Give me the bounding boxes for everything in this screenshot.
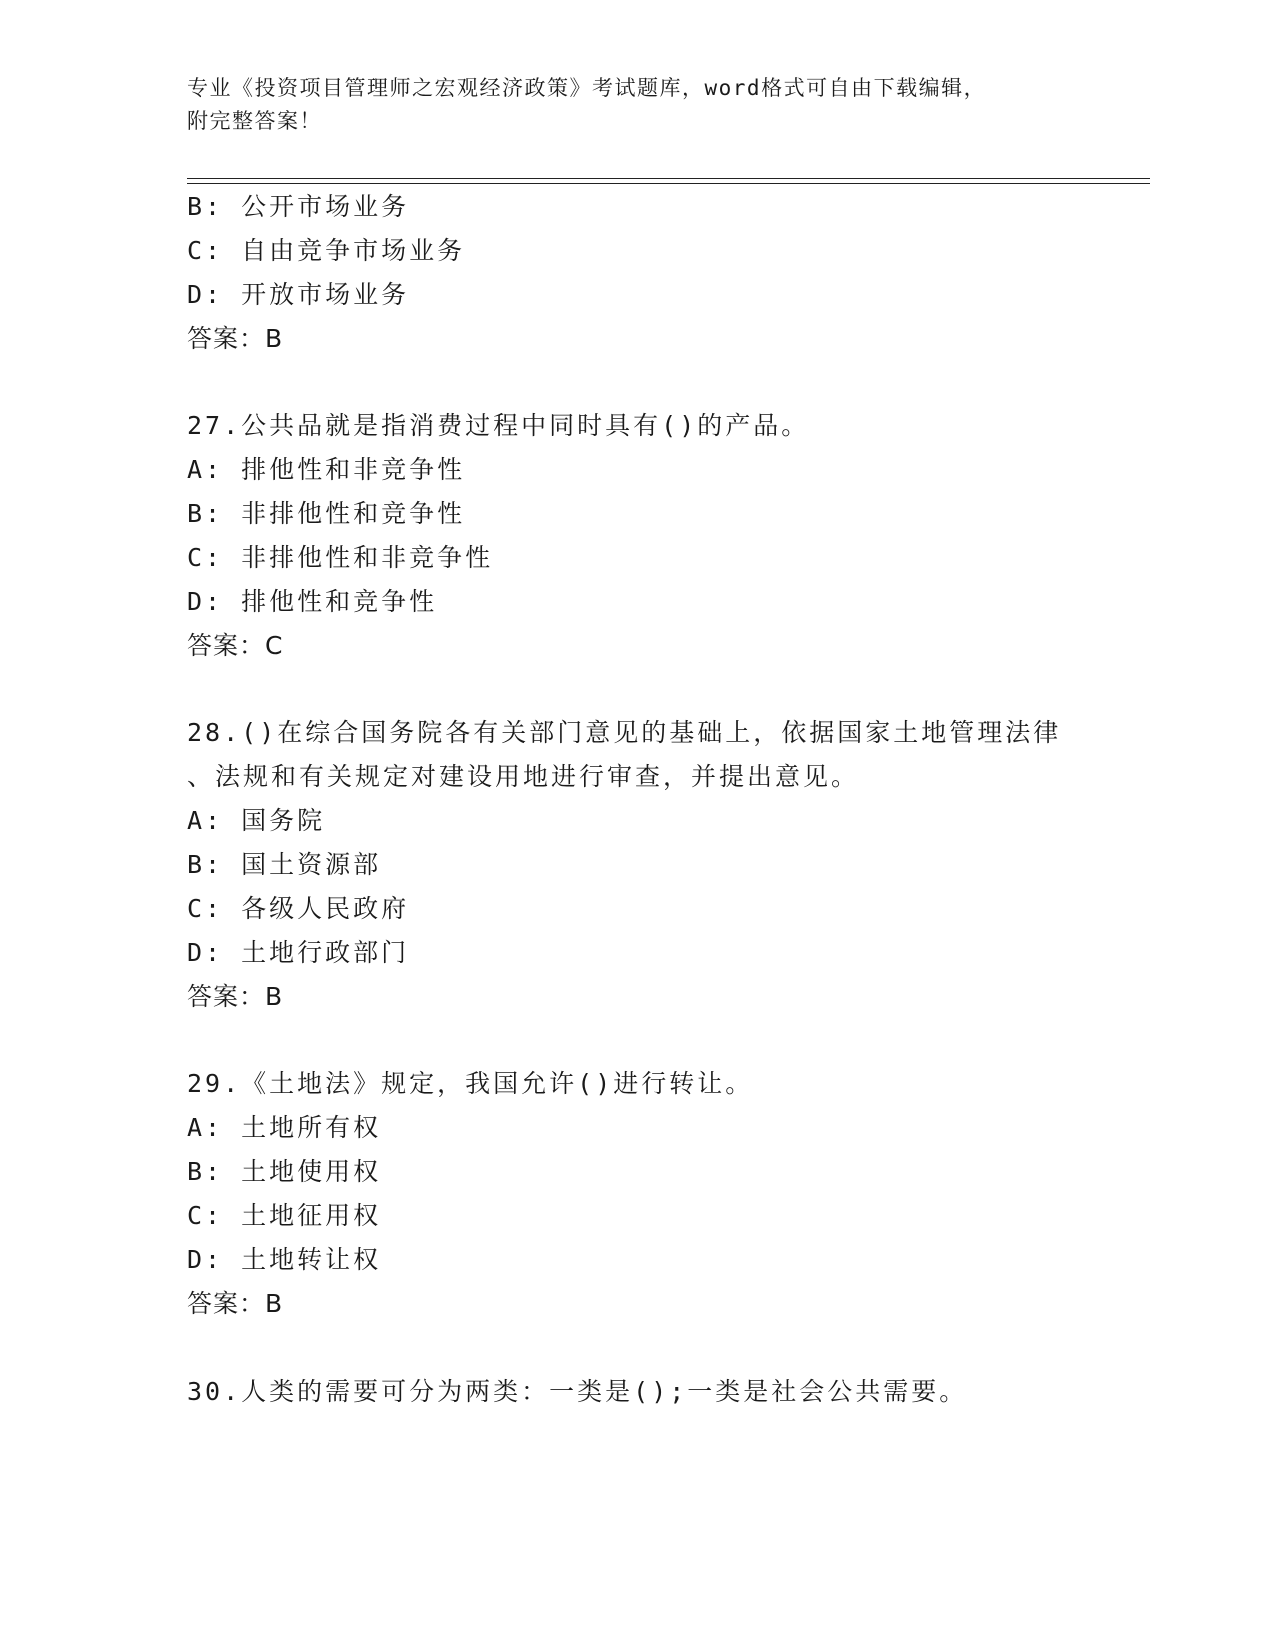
q27-answer: 答案：C (187, 631, 284, 660)
q27-option-b: B: 非排他性和竞争性 (187, 499, 466, 528)
q27-option-c: C: 非排他性和非竞争性 (187, 543, 494, 572)
q29-option-c: C: 土地征用权 (187, 1201, 382, 1230)
header-line-2: 附完整答案！ (187, 109, 322, 133)
q28-answer: 答案：B (187, 982, 284, 1011)
q26-option-b: B: 公开市场业务 (187, 192, 410, 221)
q27-option-d: D: 排他性和竞争性 (187, 587, 438, 616)
q28-option-c: C: 各级人民政府 (187, 894, 410, 923)
document-header (187, 72, 1087, 138)
q28-option-b: B: 国土资源部 (187, 850, 382, 879)
q28-stem-line-1: 28.()在综合国务院各有关部门意见的基础上，依据国家土地管理法律 (187, 718, 1062, 747)
q27-stem: 27.公共品就是指消费过程中同时具有()的产品。 (187, 411, 810, 440)
q26-option-d: D: 开放市场业务 (187, 280, 410, 309)
header-divider-bottom (187, 183, 1150, 184)
q26-option-c: C: 自由竞争市场业务 (187, 236, 466, 265)
q29-answer: 答案：B (187, 1289, 284, 1318)
q29-option-d: D: 土地转让权 (187, 1245, 382, 1274)
q29-option-b: B: 土地使用权 (187, 1157, 382, 1186)
q28-option-a: A: 国务院 (187, 806, 326, 835)
q27-option-a: A: 排他性和非竞争性 (187, 455, 466, 484)
header-divider-top (187, 178, 1150, 179)
q26-answer: 答案：B (187, 324, 284, 353)
q28-stem-line-2: 、法规和有关规定对建设用地进行审查，并提出意见。 (187, 762, 860, 791)
q28-option-d: D: 土地行政部门 (187, 938, 410, 967)
q29-stem: 29.《土地法》规定，我国允许()进行转让。 (187, 1069, 754, 1098)
q29-option-a: A: 土地所有权 (187, 1113, 382, 1142)
header-line-1: 专业《投资项目管理师之宏观经济政策》考试题库，word格式可自由下载编辑， (187, 76, 987, 100)
q30-stem: 30.人类的需要可分为两类：一类是();一类是社会公共需要。 (187, 1377, 968, 1406)
